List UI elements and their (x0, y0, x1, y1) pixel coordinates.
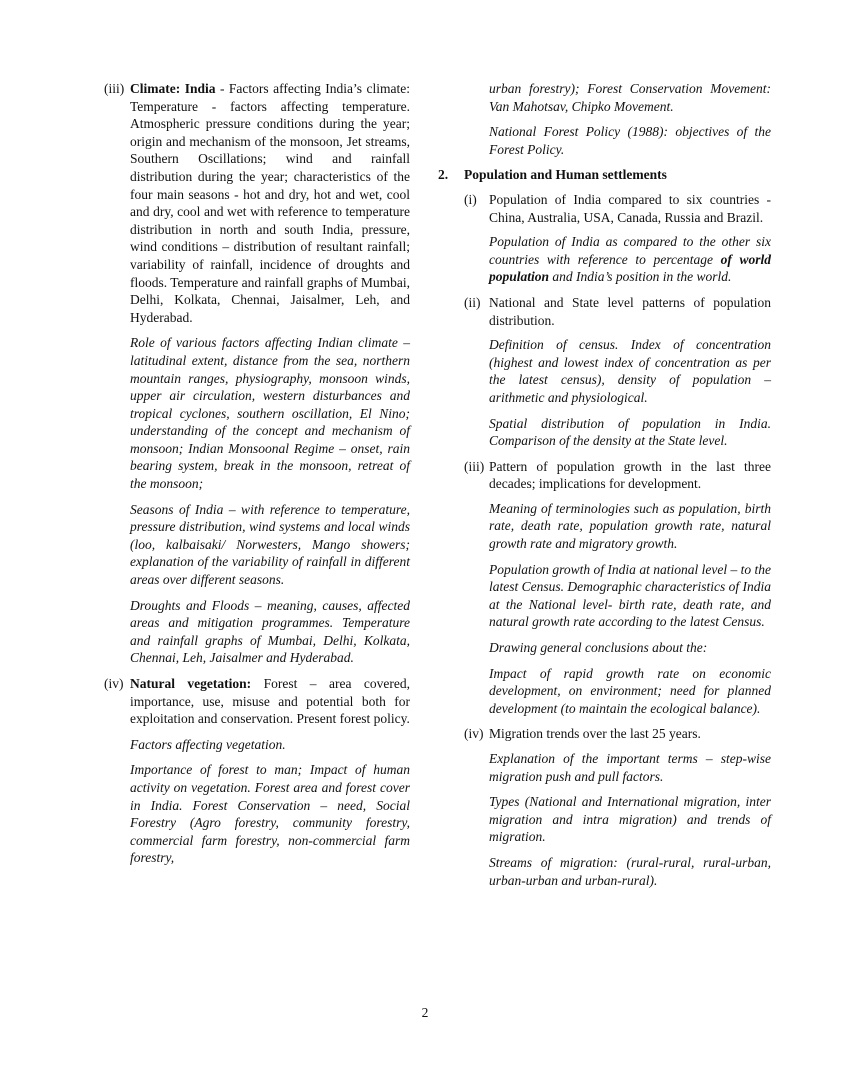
item-number: (iv) (464, 726, 484, 742)
item-note: Explanation of the important terms – step-wise migration push and pull factors. (489, 751, 771, 784)
vegetation-note: Factors affecting vegetation. (130, 736, 286, 752)
policy-note: National Forest Policy (1988): objectives of the Forest Policy. (489, 124, 771, 157)
list-item (464, 458, 771, 493)
vegetation-text (130, 675, 410, 728)
item-note: Spatial distribution of population in India. Comparison of the density at the State level. (489, 415, 771, 449)
note-bold-text: of world population (489, 251, 771, 285)
item-number: (iii) (104, 81, 125, 96)
note-text: and India’s position in the world. (549, 269, 732, 285)
climate-heading: Climate: India (130, 81, 216, 96)
item-note: Population growth of India at national level – to the latest Census. Demographic characteristics of India at the National level- birth rate, death rate, and natural growth rate according to the latest Census. (489, 561, 771, 630)
item-note: Meaning of terminologies such as population, birth rate, death rate, population growth rate, natural growth rate and migratory growth. (489, 500, 771, 552)
section-number: 2. (438, 167, 449, 183)
right-column (438, 80, 771, 897)
item-note: Streams of migration: (rural-rural, rural-urban, urban-urban and urban-rural). (489, 854, 771, 888)
item-note: Types (National and International migration, inter migration and intra migration) and trends of migration. (489, 794, 771, 845)
item-text: Pattern of population growth in the last three decades; implications for development. (489, 458, 771, 492)
item-number: (i) (464, 191, 477, 207)
page-number: 2 (421, 1005, 429, 1020)
item-number: (iii) (464, 458, 485, 474)
vegetation-item (104, 675, 410, 728)
climate-item (104, 80, 410, 326)
list-item (464, 191, 771, 226)
item-number: (iv) (104, 676, 124, 691)
item-note (489, 233, 771, 286)
vegetation-heading: Natural vegetation: (130, 676, 252, 691)
section-heading (438, 166, 771, 184)
vegetation-body: Forest – area covered, importance, use, misuse and potential both for exploitation and conservation. Present forest policy. (130, 676, 410, 727)
item-plain-text: Drawing general conclusions about the: (489, 640, 708, 656)
list-item (464, 725, 771, 743)
item-note: Impact of rapid growth rate on economic development, on environment; need for planned development (to maintain the ecological balance). (489, 665, 771, 716)
climate-text (130, 80, 410, 326)
item-text: National and State level patterns of population distribution. (489, 294, 771, 328)
section-title: Population and Human settlements (464, 167, 667, 183)
item-text: Population of India compared to six countries - China, Australia, USA, Canada, Russia and Brazil. (489, 191, 771, 225)
climate-note: Role of various factors affecting Indian climate – latitudinal extent, distance from the sea, northern mountain ranges, physiography, monsoon winds, upper air circulation, western disturbances and tropical cyclones, southern oscillation, El Nino; understanding of the concept and mechanism of monsoon; Indian Monsoonal Regime – onset, rain bearing system, break in the monsoon, retreat of the monsoon; (130, 335, 410, 492)
left-column (104, 80, 410, 875)
list-item (464, 294, 771, 329)
note-text: Population of India as compared to the other six countries with reference to percentage (489, 234, 771, 267)
item-note: Definition of census. Index of concentration (highest and lowest index of concentration as per the latest census), density of population – arithmetic and physiological. (489, 337, 771, 405)
continued-note: urban forestry); Forest Conservation Movement: Van Mahotsav, Chipko Movement. (489, 81, 771, 114)
climate-note: Droughts and Floods – meaning, causes, affected areas and mitigation programmes. Temperature and rainfall graphs of Mumbai, Delhi, Kolkata, Chennai, Leh, Jaisalmer and Hyderabad. (130, 597, 410, 666)
climate-note: Seasons of India – with reference to temperature, pressure distribution, wind systems and local winds (loo, kalbaisaki/ Norwesters, Mango showers; explanation of the variability of rainfall in different areas over different seasons. (130, 501, 410, 588)
climate-body: - Factors affecting India’s climate: Temperature - factors affecting temperature. Atmospheric pressure conditions during the year; origin and mechanism of the monsoon, Jet streams, Southern Oscillations; wind and rainfall distribution during the year; characteristics of the four main seasons - hot and dry, hot and wet, cool and dry, cool and wet with reference to temperature distribution in north and south India, pressure, wind conditions – distribution of resultant rainfall; variability of rainfall, incidence of droughts and floods. Temperature and rainfall graphs of Mumbai, Delhi, Kolkata, Chennai, Jaisalmer, Leh, and Hyderabad. (130, 81, 410, 325)
item-text: Migration trends over the last 25 years. (489, 726, 701, 742)
item-number: (ii) (464, 294, 481, 310)
vegetation-note: Importance of forest to man; Impact of human activity on vegetation. Forest area and forest cover in India. Forest Conservation – need, Social Forestry (Agro forestry, community forestry, commercial farm forestry, non-commercial farm forestry, (130, 762, 410, 866)
